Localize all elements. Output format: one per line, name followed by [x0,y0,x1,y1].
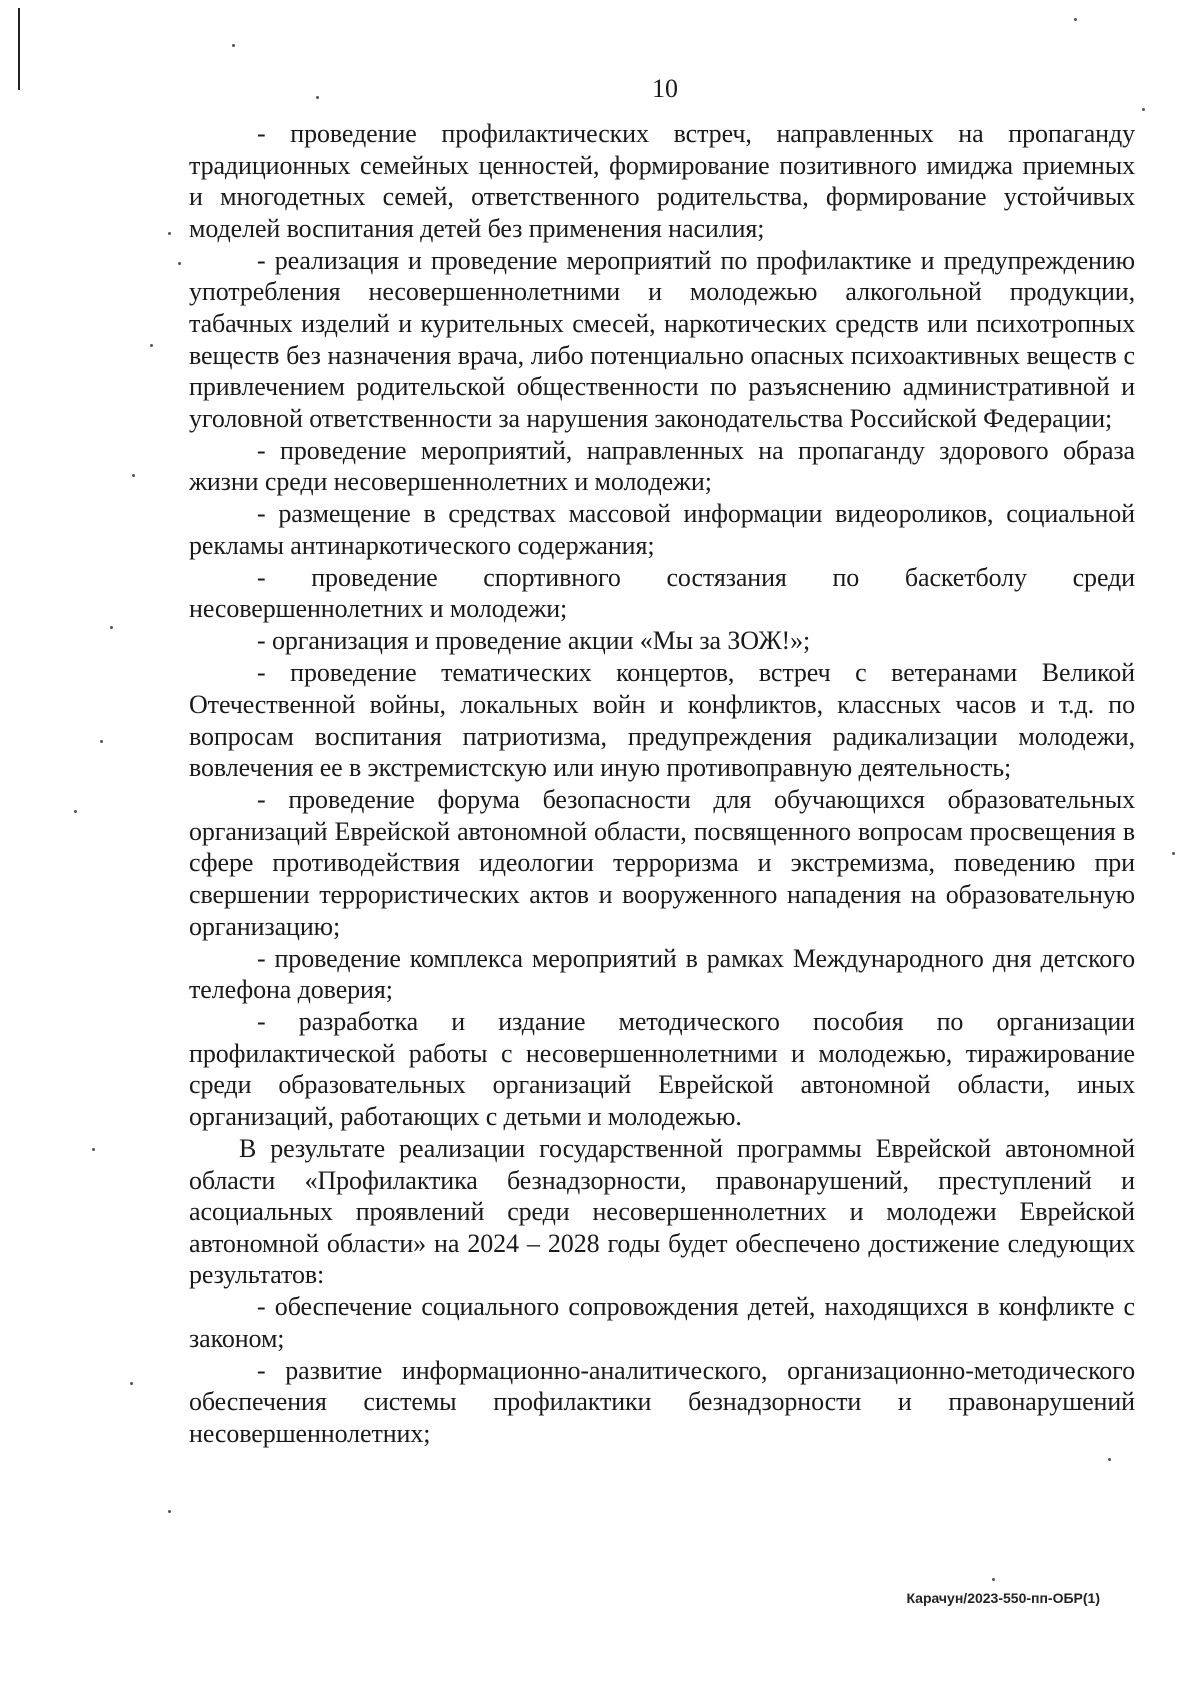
document-reference-code: Карачун/2023-550-пп-ОБР(1) [906,1590,1100,1606]
paragraph-concerts-veterans: - проведение тематических концертов, встреч с ветеранами Великой Отечественной войны, локальных войн и конфликтов, классных часов и т.д. по вопросам воспитания патриотизма, предупреждения радикализации молодежи, вовлечения ее в экстремистскую или иную противоправную деятельность; [189,658,1135,783]
scan-speck [1142,108,1145,111]
document-body [189,118,1135,1450]
paragraph-basketball: - проведение спортивного состязания по баскетболу среди несовершеннолетних и молодежи; [189,562,1135,624]
paragraph-methodical-manual: - разработка и издание методического пособия по организации профилактической работы с несовершеннолетними и молодежью, тиражирование среди образовательных организаций Еврейской автономной области, иных организаций, работающих с детьми и молодежью. [189,1007,1135,1131]
page-number: 10 [652,74,678,103]
paragraph-zozh-campaign: - организация и проведение акции «Мы за ЗОЖ!»; [257,626,811,656]
paragraph-media-videos: - размещение в средствах массовой информации видеороликов, социальной рекламы антинаркотического содержания; [189,499,1135,560]
scan-speck [1172,852,1175,855]
scan-speck [92,1148,95,1151]
scan-speck [110,626,113,629]
paragraph-social-support: - обеспечение социального сопровождения детей, находящихся в конфликте с законом; [189,1292,1135,1353]
scan-speck [168,1510,171,1513]
paragraph-healthy-lifestyle: - проведение мероприятий, направленных на пропаганду здорового образа жизни среди несовершеннолетних и молодежи; [189,435,1135,497]
paragraph-safety-forum: - проведение форума безопасности для обучающихся образовательных организаций Еврейской автономной области, посвященного вопросам просвещения в сфере противодействия идеологии терроризма и экстремизма, поведению при свершении террористических актов и вооруженного нападения на образовательную организацию; [189,785,1135,941]
scan-speck [100,740,103,743]
scan-speck [992,1578,995,1581]
scan-speck [316,96,319,99]
scan-speck [178,262,181,265]
scan-speck [1108,1458,1111,1461]
scan-speck [168,232,171,235]
scan-speck [130,1382,133,1385]
scan-speck [74,810,77,813]
scan-speck [150,344,153,347]
paragraph-info-analytics: - развитие информационно-аналитического, организационно-методического обеспечения системы профилактики безнадзорности и правонарушений несовершеннолетних; [189,1355,1135,1449]
scan-speck [132,474,135,477]
scan-speck [232,44,235,47]
paragraph-helpline-day: - проведение комплекса мероприятий в рамках Международного дня детского телефона доверия; [189,943,1135,1005]
scan-speck [1074,18,1077,21]
paragraph-family-values: - проведение профилактических встреч, направленных на пропаганду традиционных семейных ценностей, формирование позитивного имиджа приемных и многодетных семей, ответственного родительства, формирование устойчивых моделей воспитания детей без применения насилия; [189,119,1135,243]
paragraph-substance-prevention: - реализация и проведение мероприятий по профилактике и предупреждению употребления несовершеннолетними и молодежью алкогольной продукции, табачных изделий и курительных смесей, наркотических средств или психотропных веществ без назначения врача, либо потенциально опасных психоактивных веществ с привлечением родительской общественности по разъяснению административной и уголовной ответственности за нарушения законодательства Российской Федерации; [189,245,1135,433]
paragraph-program-results: В результате реализации государственной программы Еврейской автономной области «Профилактика безнадзорности, правонарушений, преступлений и асоциальных проявлений среди несовершеннолетних и молодежи Еврейской автономной области» на 2024 – 2028 годы будет обеспечено достижение следующих результатов: [189,1133,1135,1290]
